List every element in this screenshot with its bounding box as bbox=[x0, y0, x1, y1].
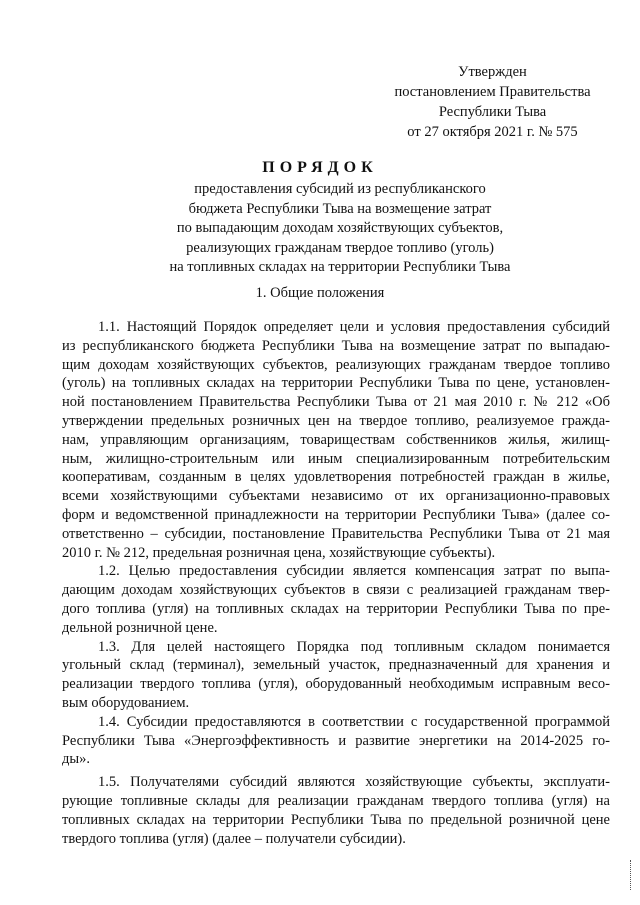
document-body bbox=[62, 318, 610, 848]
paragraph-line: утверждении предельных розничных цен на твердое топливо, реализуемое гражда- bbox=[62, 412, 610, 429]
paragraph bbox=[62, 713, 610, 769]
paragraph-line: дающим доходам хозяйствующих субъектов в связи с реализацией гражданам твер- bbox=[62, 582, 610, 599]
paragraph-line: дельной розничной цене. bbox=[62, 619, 218, 636]
paragraph-line: угольный склад (терминал), земельный участок, предназначенный для хранения и bbox=[62, 657, 610, 674]
paragraph-line: нам, управляющим организациям, товариществам собственников жилья, жилищ- bbox=[62, 431, 610, 448]
paragraph-line: Республики Тыва «Энергоэффективность и развитие энергетики на 2014-2025 го- bbox=[62, 732, 610, 749]
paragraph-line: ным, жилищно-строительным или иным специализированным потребительским bbox=[62, 450, 610, 467]
paragraph-line: 1.2. Целью предоставления субсидии является компенсация затрат по выпа- bbox=[98, 563, 610, 580]
paragraph-line: ответственно – субсидии, постановление Правительства Республики Тыва от 21 мая bbox=[62, 525, 610, 542]
subtitle-line: на топливных складах на территории Республики Тыва bbox=[169, 259, 511, 275]
approval-stamp bbox=[360, 62, 625, 142]
paragraph bbox=[62, 318, 610, 562]
paragraph-line: твердого топлива (угля) (далее – получатели субсидии). bbox=[62, 830, 406, 847]
paragraph-line: 1.3. Для целей настоящего Порядка под топливным складом понимается bbox=[98, 638, 610, 655]
paragraph-line: из республиканского бюджета Республики Тыва на возмещение затрат по выпадаю- bbox=[62, 337, 610, 354]
section-heading: 1. Общие положения bbox=[255, 285, 385, 301]
page-edge-mark bbox=[630, 860, 634, 890]
paragraph-line: 1.5. Получателями субсидий являются хозяйствующие субъекты, эксплуати- bbox=[98, 774, 610, 791]
subtitle-line: реализующих гражданам твердое топливо (уголь) bbox=[186, 239, 494, 256]
paragraph-line: ной постановлением Правительства Республики Тыва от 21 мая 2010 г. № 212 «Об bbox=[62, 394, 610, 411]
paragraph-line: вым оборудованием. bbox=[62, 694, 190, 711]
paragraph-line: топливных складах на территории Республики Тыва по предельной розничной цене bbox=[62, 811, 610, 828]
subtitle-line: по выпадающим доходам хозяйствующих субъектов, bbox=[176, 220, 504, 236]
document-title: ПОРЯДОК bbox=[262, 159, 378, 176]
approval-line: постановлением Правительства bbox=[394, 84, 591, 100]
approval-line: Республики Тыва bbox=[438, 104, 547, 120]
approval-line: Утвержден bbox=[458, 64, 527, 80]
paragraph-line: кооперативам, созданным в целях удовлетворения потребностей граждан в жилье, bbox=[62, 469, 610, 486]
document-subtitle bbox=[40, 180, 640, 278]
paragraph-line: (уголь) на топливных складах на территории Республики Тыва по цене, установлен- bbox=[62, 375, 610, 392]
paragraph-line: 2010 г. № 212, предельная розничная цена, хозяйствующие субъекты). bbox=[62, 544, 496, 561]
subtitle-line: предоставления субсидий из республиканского bbox=[194, 181, 486, 197]
paragraph-line: всеми хозяйствующими субъектами независимо от их организационно-правовых bbox=[62, 488, 610, 505]
approval-line: от 27 октября 2021 г. № 575 bbox=[407, 124, 578, 140]
paragraph-line: 1.1. Настоящий Порядок определяет цели и условия предоставления субсидий bbox=[98, 319, 610, 335]
paragraph bbox=[62, 773, 610, 848]
paragraph-line: ды». bbox=[62, 751, 90, 768]
paragraph-line: форм и ведомственной принадлежности на территории Республики Тыва» (далее со- bbox=[62, 506, 610, 523]
paragraph-line: рующие топливные склады для реализации гражданам твердого топлива (угля) на bbox=[62, 792, 610, 809]
paragraph-line: реализации твердого топлива (угля), оборудованный необходимым исправным весо- bbox=[62, 676, 610, 693]
paragraph-line: 1.4. Субсидии предоставляются в соответствии с государственной программой bbox=[98, 713, 610, 730]
paragraph-line: щим доходам хозяйствующих субъектов, реализующих гражданам твердое топливо bbox=[62, 356, 610, 373]
subtitle-line: бюджета Республики Тыва на возмещение затрат bbox=[188, 200, 492, 217]
paragraph bbox=[62, 638, 610, 713]
paragraph-line: дого топлива (угля) на топливных складах на территории Республики Тыва по пре- bbox=[62, 600, 610, 617]
paragraph bbox=[62, 562, 610, 637]
